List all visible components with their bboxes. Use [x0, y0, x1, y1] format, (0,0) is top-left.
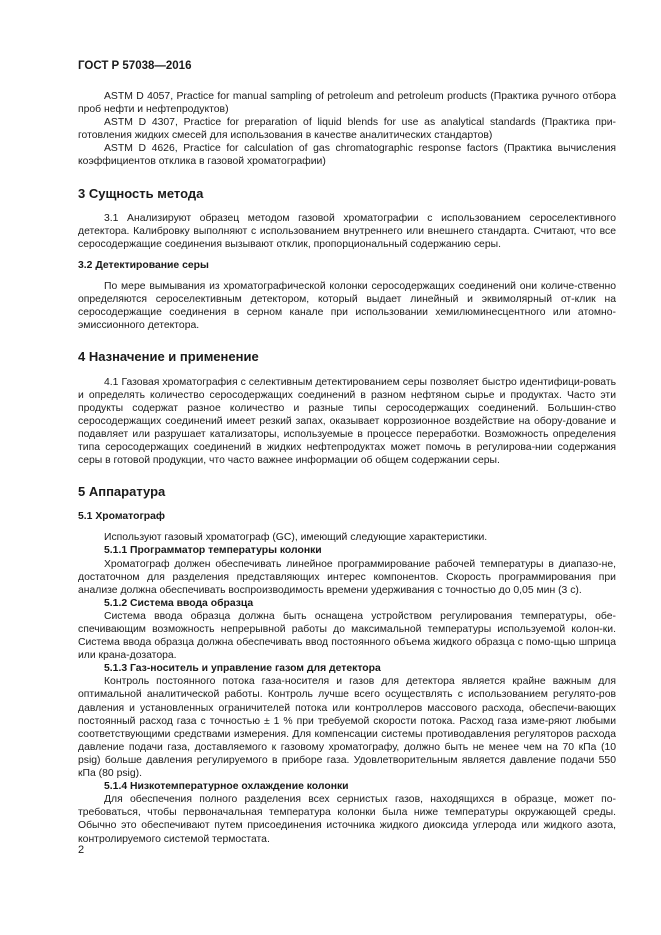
section-3-2-heading: 3.2 Детектирование серы	[78, 259, 209, 271]
page-number: 2	[78, 844, 85, 856]
section-5-1-2-heading: 5.1.2 Система ввода образца	[104, 597, 254, 609]
reference-item: ASTM D 4057, Practice for manual sampling of petroleum and petroleum products (Практика ручного отбора проб нефти и нефтепродуктов)	[78, 91, 616, 116]
section-5-1-4-heading: 5.1.4 Низкотемпературное охлаждение колонки	[104, 781, 349, 793]
section-5-1-heading: 5.1 Хроматограф	[78, 511, 165, 523]
section-5-1-3-heading: 5.1.3 Газ-носитель и управление газом для детектора	[104, 663, 381, 675]
document-header: ГОСТ Р 57038—2016	[78, 60, 192, 72]
section-5-1-3-paragraph: Контроль постоянного потока газа-носителя и газов для детектора является крайне важным для оптимальной аналитической работы. Контроль лучше всего осуществлять с использованием регулято-ров давления и установленных ограничителей потока или контроллеров массового расхода, обеспечи-вающих постоянный расход газа с точностью ± 1 % при требуемой скорости потока. Расход газа изме-ряют любыми соответствующими средствами измерения. Для компенсации системы противодавления регуляторов расхода давление подачи газа, доставляемого к газовому хроматографу, должно быть не менее чем на 70 кПа (10 psig) больше давления регулируемого в приборе газа. Удовлетворительным является давление подачи 550 кПа (80 psig).	[78, 676, 616, 780]
section-5-1-1-paragraph: Хроматограф должен обеспечивать линейное программирование рабочей температуры в диапазо-не, достаточном для разделения представляющих интерес компонентов. Скорость программирования при анализе должна обеспечивать воспроизводимость времени удерживания с точностью до 0,05 мин (3 с).	[78, 558, 616, 596]
reference-item: ASTM D 4626, Practice for calculation of gas chromatographic response factors (Практика вычисления коэффициентов отклика в газовой хроматографии)	[78, 143, 616, 168]
page-content	[78, 90, 616, 846]
section-5-1-intro: Используют газовый хроматограф (GC), имеющий следующие характеристики.	[104, 532, 488, 544]
section-5-heading: 5 Аппаратура	[78, 484, 166, 500]
reference-item: ASTM D 4307, Practice for preparation of liquid blends for use as analytical standards (Практика при-готовления жидких смесей для использования в качестве аналитических стандартов)	[78, 117, 616, 142]
section-4-1-paragraph: 4.1 Газовая хроматография с селективным детектированием серы позволяет быстро идентифици-ровать и определять количество серосодержащих соединений в разном нефтяном сырье и продуктах. Часто эти продукты содержат разное количество и разные типы серосодержащих соединений. Большин-ство серосодержащих соединений имеет резкий запах, оказывает коррозионное воздействие на обору-дование и подавляет или разрушает катализаторы, используемые в процессе переработки. Возможность определения типа серосодержащих соединений в жидких нефтепродуктах может помочь в регулирова-нии содержания серы в готовой продукции, что часто важнее информации об общем содержании серы.	[78, 376, 616, 467]
section-4-heading: 4 Назначение и применение	[78, 349, 259, 365]
section-5-1-2-paragraph: Система ввода образца должна быть оснащена устройством регулирования температуры, обе-спечивающим возможность непрерывной работы до максимальной температуры используемой колон-ки. Система ввода образца должна обеспечивать ввод постоянного объема жидкого образца с помо-щью шприца или крана-дозатора.	[78, 610, 616, 662]
section-3-1-paragraph: 3.1 Анализируют образец методом газовой хроматографии с использованием сероселективного детектора. Калибровку выполняют с использованием внутреннего или внешнего стандарта. Считают, что все серосодержащие соединения вызывают отклик, пропорциональный содержанию серы.	[78, 212, 616, 250]
section-5-1-4-paragraph: Для обеспечения полного разделения всех сернистых газов, находящихся в образце, может по-требоваться, чтобы первоначальная температура колонки была ниже температуры окружающей среды. Обычно это обеспечивают путем присоединения источника жидкого диоксида углерода или жидкого азота, контролируемого системой термостата.	[78, 794, 616, 845]
section-3-heading: 3 Сущность метода	[78, 185, 204, 201]
section-5-1-1-heading: 5.1.1 Программатор температуры колонки	[104, 545, 322, 557]
section-3-2-paragraph: По мере вымывания из хроматографической колонки серосодержащих соединений они количе-ственно определяются сероселективным детектором, который выдает линейный и эквимолярный от-клик на серосодержащие соединения в серном канале при использовании хемилюминесцентного или атомно-эмиссионного детектора.	[78, 281, 616, 332]
